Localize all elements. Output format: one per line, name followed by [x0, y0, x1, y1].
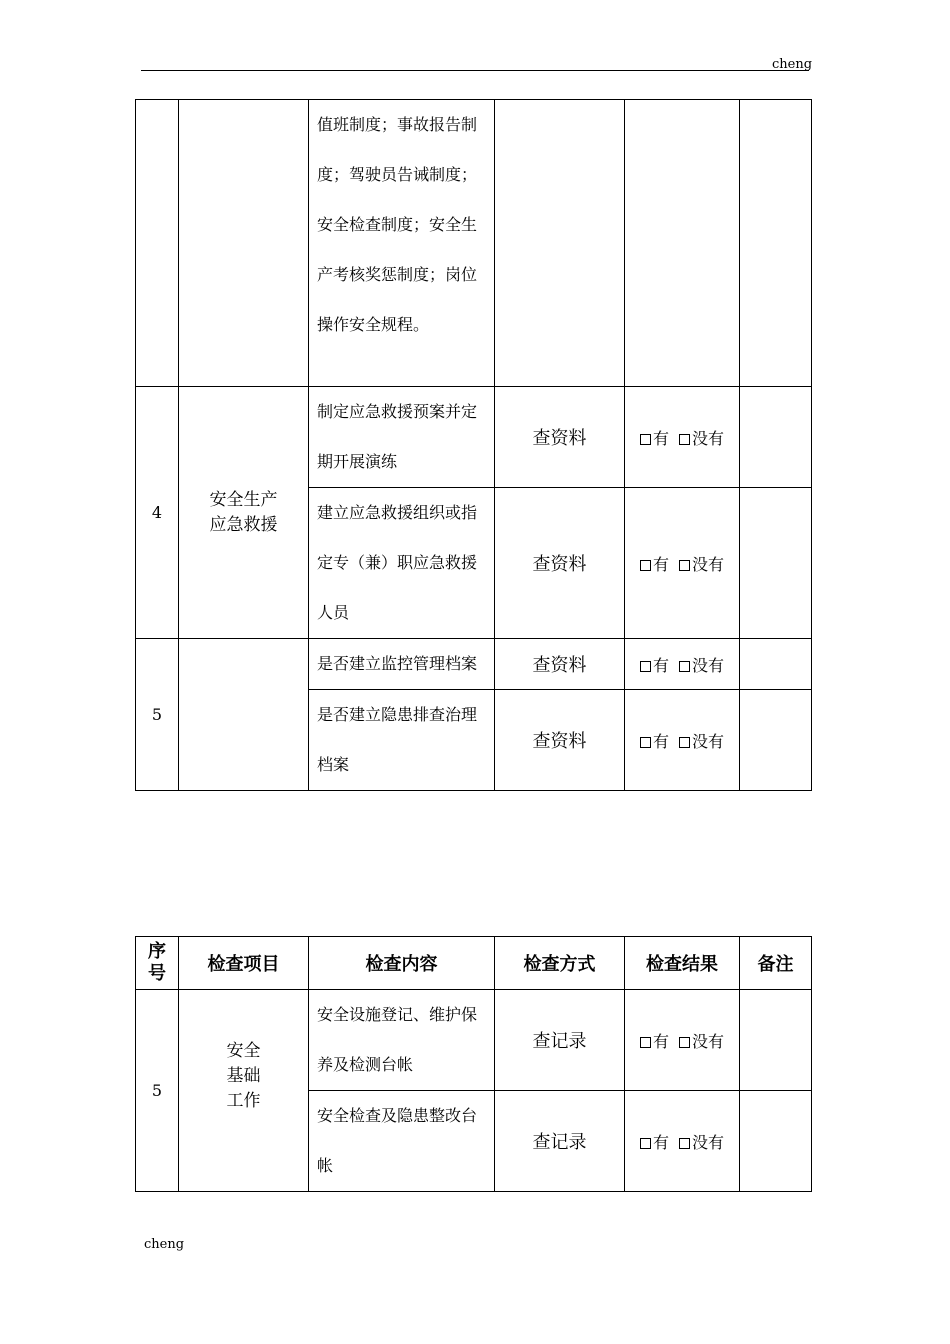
cell-no: 5: [136, 639, 179, 791]
cell-method: 查资料: [495, 690, 625, 791]
table-row: [136, 990, 812, 1091]
cell-remark: [740, 639, 812, 690]
cell-method: 查资料: [495, 488, 625, 639]
cell-item: [179, 639, 309, 791]
cell-content: 是否建立隐患排查治理档案: [309, 690, 495, 791]
cell-item: 安全生产应急救援: [179, 387, 309, 639]
cell-method: [495, 100, 625, 387]
cell-remark: [740, 1091, 812, 1192]
cell-result: 有 没有: [625, 639, 740, 690]
cell-content: 制定应急救援预案并定期开展演练: [309, 387, 495, 488]
header-content: 检查内容: [309, 937, 495, 990]
cell-remark: [740, 387, 812, 488]
cell-result: 有 没有: [625, 690, 740, 791]
checkbox-yes[interactable]: [640, 661, 651, 672]
checkbox-yes[interactable]: [640, 737, 651, 748]
cell-item: [179, 100, 309, 387]
header-remark: 备注: [740, 937, 812, 990]
cell-result: 有 没有: [625, 488, 740, 639]
table-header-row: [136, 937, 812, 990]
header-result: 检查结果: [625, 937, 740, 990]
header-item: 检查项目: [179, 937, 309, 990]
cell-content: 建立应急救援组织或指定专（兼）职应急救援人员: [309, 488, 495, 639]
checkbox-yes[interactable]: [640, 434, 651, 445]
table-row: [136, 100, 812, 387]
cell-item: 安全基础工作: [179, 990, 309, 1192]
cell-method: 查记录: [495, 990, 625, 1091]
header-method: 检查方式: [495, 937, 625, 990]
cell-remark: [740, 690, 812, 791]
header-no: 序号: [136, 937, 179, 990]
cell-result: 有 没有: [625, 387, 740, 488]
checkbox-no[interactable]: [679, 434, 690, 445]
cell-content: [309, 100, 495, 387]
table-row: [136, 639, 812, 690]
checkbox-yes[interactable]: [640, 1138, 651, 1149]
cell-no: 4: [136, 387, 179, 639]
cell-method: 查记录: [495, 1091, 625, 1192]
content-text: 值班制度；事故报告制度；驾驶员告诫制度；安全检查制度；安全生产考核奖惩制度；岗位操作安全规程。: [317, 115, 478, 334]
checkbox-no[interactable]: [679, 737, 690, 748]
checkbox-yes[interactable]: [640, 560, 651, 571]
inspection-table: [135, 936, 812, 1192]
cell-method: 查资料: [495, 387, 625, 488]
checkbox-no[interactable]: [679, 1037, 690, 1048]
table-row: [136, 387, 812, 488]
cell-result: 有 没有: [625, 990, 740, 1091]
cell-remark: [740, 990, 812, 1091]
inspection-table-continued: [135, 99, 812, 791]
cell-result: [625, 100, 740, 387]
cell-content: 是否建立监控管理档案: [309, 639, 495, 690]
cell-content: 安全设施登记、维护保养及检测台帐: [309, 990, 495, 1091]
cell-method: 查资料: [495, 639, 625, 690]
cell-result: 有 没有: [625, 1091, 740, 1192]
header-rule: [141, 70, 809, 71]
checkbox-no[interactable]: [679, 661, 690, 672]
cell-remark: [740, 488, 812, 639]
cell-no: 5: [136, 990, 179, 1192]
page-footer-text: cheng: [144, 1237, 185, 1252]
cell-content: 安全检查及隐患整改台帐: [309, 1091, 495, 1192]
checkbox-no[interactable]: [679, 560, 690, 571]
cell-remark: [740, 100, 812, 387]
checkbox-yes[interactable]: [640, 1037, 651, 1048]
checkbox-no[interactable]: [679, 1138, 690, 1149]
page-header-text: cheng: [772, 57, 813, 72]
cell-no: [136, 100, 179, 387]
